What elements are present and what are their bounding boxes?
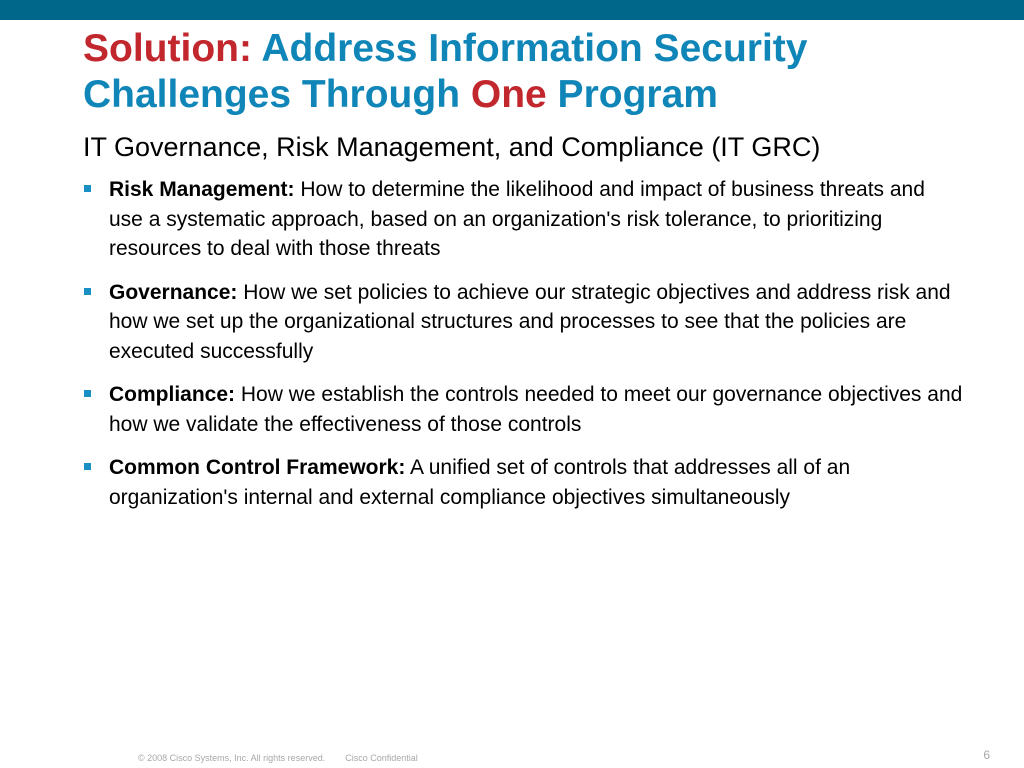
bullet-compliance bbox=[83, 380, 963, 439]
slide-subtitle: IT Governance, Risk Management, and Compliance (IT GRC) bbox=[83, 132, 821, 162]
footer-copyright: © 2008 Cisco Systems, Inc. All rights reserved. bbox=[138, 753, 326, 763]
title-solution: Solution: bbox=[83, 27, 252, 70]
bullet-term: Governance: bbox=[109, 280, 238, 304]
bullet-text: How we establish the controls needed to meet our governance objectives and how we validate the effectiveness of those controls bbox=[109, 383, 963, 436]
square-bullet-icon bbox=[84, 463, 91, 470]
square-bullet-icon bbox=[84, 390, 91, 397]
bullet-text: A unified set of controls that addresses all of an organization's internal and external compliance objectives simultaneously bbox=[109, 456, 851, 509]
square-bullet-icon bbox=[84, 288, 91, 295]
bullet-term: Common Control Framework: bbox=[109, 456, 406, 479]
bullet-term: Compliance: bbox=[109, 383, 236, 406]
bullet-term: Risk Management: bbox=[109, 178, 295, 201]
bullet-text: How to determine the likelihood and impact of business threats and use a systematic approach, based on an organization's risk tolerance, to prioritizing resources to deal with those threats bbox=[109, 178, 925, 260]
title-end: Program bbox=[546, 73, 718, 116]
bullet-risk-management bbox=[83, 175, 963, 264]
page-number: 6 bbox=[983, 748, 990, 762]
square-bullet-icon bbox=[84, 185, 91, 192]
bullet-governance bbox=[83, 278, 963, 367]
footer-confidential: Cisco Confidential bbox=[345, 753, 418, 763]
slide-title bbox=[83, 26, 1003, 118]
bullet-common-control-framework bbox=[83, 453, 963, 512]
top-bar bbox=[0, 0, 1024, 20]
bullet-text: How we set policies to achieve our strategic objectives and address risk and how we set up the organizational structures and processes to see that the policies are executed successfully bbox=[109, 280, 951, 363]
footer bbox=[138, 753, 418, 763]
title-main: Address Information Security Challenges Through bbox=[83, 27, 808, 116]
bullet-list bbox=[83, 175, 963, 526]
title-highlight: One bbox=[470, 73, 547, 116]
